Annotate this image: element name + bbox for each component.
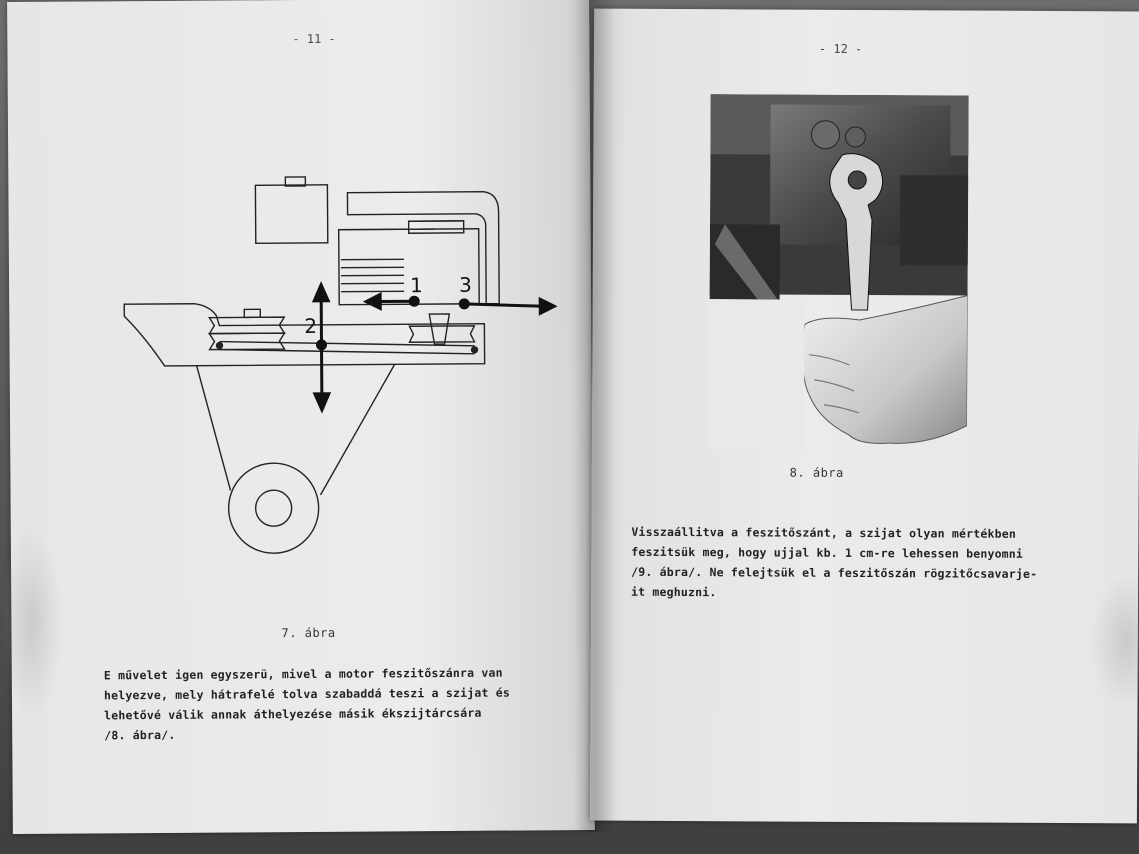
label-1: 1 — [410, 273, 423, 298]
text-line: Visszaállitva a feszitőszánt, a szijat olyan mértékben — [631, 524, 1017, 541]
paragraph-left — [104, 663, 511, 746]
left-page — [7, 0, 595, 834]
paper-stain — [1, 522, 62, 722]
figure-caption-left: 7. ábra — [281, 625, 336, 641]
motor-housing — [339, 229, 480, 305]
wrench-photo — [709, 94, 969, 450]
arrow-3 — [464, 303, 544, 307]
page-number-left: - 11 - — [292, 31, 336, 47]
machine-diagram — [103, 163, 576, 566]
text-line: helyezve, mely hátrafelé tolva szabaddá teszi a szijat és — [103, 685, 511, 703]
text-line: /8. ábra/. — [104, 727, 176, 743]
paper-stain — [1090, 571, 1139, 711]
label-2: 2 — [304, 313, 318, 338]
label-3: 3 — [459, 272, 472, 297]
right-page — [590, 9, 1139, 824]
text-line: feszitsük meg, hogy ujjal kb. 1 cm-re lehessen benyomni — [631, 544, 1024, 561]
text-line: /9. ábra/. Ne felejtsük el a feszitőszán rögzitőcsavarje- — [631, 564, 1038, 581]
text-line: lehetővé válik annak áthelyezése másik ékszijtárcsára — [104, 705, 482, 723]
page-number-right: - 12 - — [818, 41, 863, 56]
paragraph-right — [631, 522, 1037, 604]
motor-box — [255, 185, 327, 244]
figure-caption-right: 8. ábra — [789, 465, 844, 480]
book-spine — [575, 0, 615, 832]
text-line: it meghuzni. — [631, 584, 717, 600]
belt-guard — [347, 192, 499, 305]
hand — [802, 295, 967, 444]
wheel — [228, 463, 319, 554]
text-line: E művelet igen egyszerü, mivel a motor feszitőszánra van — [103, 665, 503, 683]
